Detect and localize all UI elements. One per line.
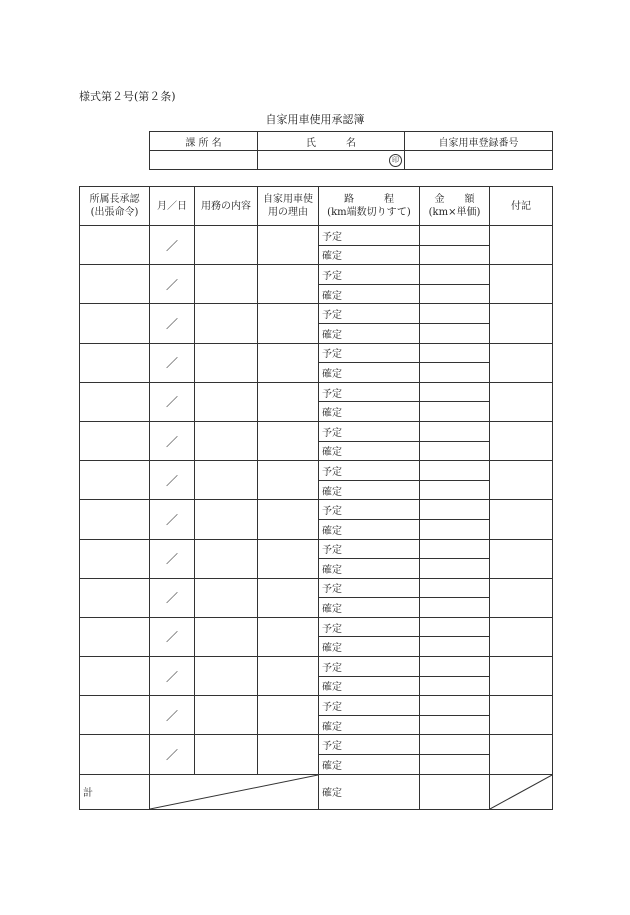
reason-cell[interactable] xyxy=(258,578,319,617)
reason-cell[interactable] xyxy=(258,461,319,500)
date-cell[interactable]: ／ xyxy=(150,696,195,735)
approval-cell[interactable] xyxy=(80,735,150,774)
note-cell[interactable] xyxy=(490,421,553,460)
route-confirm-label: 確定 xyxy=(319,323,420,343)
entry-row-plan xyxy=(80,265,553,285)
entry-row-plan xyxy=(80,578,553,598)
registrant-table xyxy=(149,131,553,170)
approval-cell[interactable] xyxy=(80,343,150,382)
route-plan-label: 予定 xyxy=(319,578,420,598)
approval-cell[interactable] xyxy=(80,226,150,265)
entry-row-plan xyxy=(80,735,553,755)
business-cell[interactable] xyxy=(195,265,258,304)
name-field[interactable] xyxy=(258,151,405,170)
amount-plan-cell[interactable] xyxy=(420,265,490,285)
approval-cell[interactable] xyxy=(80,578,150,617)
amount-plan-cell[interactable] xyxy=(420,304,490,324)
total-note-crossed-cell xyxy=(490,774,553,809)
approval-cell[interactable] xyxy=(80,461,150,500)
approval-cell[interactable] xyxy=(80,617,150,656)
amount-confirm-cell[interactable] xyxy=(420,323,490,343)
reason-cell[interactable] xyxy=(258,657,319,696)
amount-confirm-cell[interactable] xyxy=(420,715,490,735)
date-cell[interactable]: ／ xyxy=(150,500,195,539)
route-confirm-label: 確定 xyxy=(319,715,420,735)
seal-mark: 印 xyxy=(389,154,402,167)
route-plan-label: 予定 xyxy=(319,382,420,402)
document-title: 自家用車使用承認簿 xyxy=(265,113,365,126)
route-confirm-label: 確定 xyxy=(319,755,420,775)
entry-row-plan xyxy=(80,696,553,716)
route-plan-label: 予定 xyxy=(319,304,420,324)
amount-plan-cell[interactable] xyxy=(420,382,490,402)
amount-plan-cell[interactable] xyxy=(420,343,490,363)
note-cell[interactable] xyxy=(490,461,553,500)
note-cell[interactable] xyxy=(490,304,553,343)
total-amount-cell[interactable] xyxy=(420,774,490,809)
note-cell[interactable] xyxy=(490,500,553,539)
approval-cell[interactable] xyxy=(80,265,150,304)
business-cell[interactable] xyxy=(195,343,258,382)
entry-row-plan xyxy=(80,539,553,559)
route-confirm-label: 確定 xyxy=(319,441,420,461)
name-header: 氏 名 xyxy=(258,132,405,151)
reason-cell[interactable] xyxy=(258,226,319,265)
date-cell[interactable]: ／ xyxy=(150,304,195,343)
total-confirm-label: 確定 xyxy=(319,774,420,809)
reason-cell[interactable] xyxy=(258,421,319,460)
registration-number-field[interactable] xyxy=(405,151,553,170)
reason-cell[interactable] xyxy=(258,696,319,735)
route-confirm-label: 確定 xyxy=(319,559,420,579)
route-plan-label: 予定 xyxy=(319,617,420,637)
date-cell[interactable]: ／ xyxy=(150,265,195,304)
registration-number-header: 自家用車登録番号 xyxy=(405,132,553,151)
business-cell[interactable] xyxy=(195,657,258,696)
route-confirm-label: 確定 xyxy=(319,637,420,657)
reason-cell[interactable] xyxy=(258,500,319,539)
reason-cell[interactable] xyxy=(258,539,319,578)
business-cell[interactable] xyxy=(195,226,258,265)
approval-cell[interactable] xyxy=(80,657,150,696)
route-confirm-label: 確定 xyxy=(319,363,420,383)
business-cell[interactable] xyxy=(195,578,258,617)
route-plan-label: 予定 xyxy=(319,696,420,716)
total-row xyxy=(80,774,553,809)
entry-row-plan xyxy=(80,421,553,441)
business-cell[interactable] xyxy=(195,382,258,421)
route-plan-label: 予定 xyxy=(319,735,420,755)
date-cell[interactable]: ／ xyxy=(150,578,195,617)
note-cell[interactable] xyxy=(490,226,553,265)
entry-row-plan xyxy=(80,500,553,520)
business-cell[interactable] xyxy=(195,500,258,539)
route-confirm-label: 確定 xyxy=(319,598,420,618)
note-cell[interactable] xyxy=(490,657,553,696)
business-cell[interactable] xyxy=(195,696,258,735)
approval-cell[interactable] xyxy=(80,500,150,539)
business-cell[interactable] xyxy=(195,304,258,343)
note-cell[interactable] xyxy=(490,617,553,656)
route-plan-label: 予定 xyxy=(319,265,420,285)
route-plan-label: 予定 xyxy=(319,657,420,677)
amount-plan-cell[interactable] xyxy=(420,617,490,637)
amount-confirm-cell[interactable] xyxy=(420,441,490,461)
approval-header: 所属長承認 (出張命令) xyxy=(80,187,150,226)
date-cell[interactable]: ／ xyxy=(150,617,195,656)
amount-plan-cell[interactable] xyxy=(420,226,490,246)
entry-row-plan xyxy=(80,226,553,246)
note-cell[interactable] xyxy=(490,382,553,421)
route-plan-label: 予定 xyxy=(319,461,420,481)
amount-confirm-cell[interactable] xyxy=(420,676,490,696)
department-header: 課 所 名 xyxy=(150,132,258,151)
amount-confirm-cell[interactable] xyxy=(420,519,490,539)
entry-row-plan xyxy=(80,657,553,677)
business-cell[interactable] xyxy=(195,421,258,460)
entry-row-plan xyxy=(80,304,553,324)
note-cell[interactable] xyxy=(490,735,553,774)
amount-confirm-cell[interactable] xyxy=(420,284,490,304)
route-plan-label: 予定 xyxy=(319,421,420,441)
usage-log-table xyxy=(79,186,553,810)
note-cell[interactable] xyxy=(490,265,553,304)
date-cell[interactable]: ／ xyxy=(150,226,195,265)
date-cell[interactable]: ／ xyxy=(150,539,195,578)
amount-confirm-cell[interactable] xyxy=(420,755,490,775)
amount-plan-cell[interactable] xyxy=(420,461,490,481)
business-header: 用務の内容 xyxy=(195,187,258,226)
header-row xyxy=(80,187,553,226)
note-cell[interactable] xyxy=(490,539,553,578)
amount-header: 金 額 (km×単価) xyxy=(420,187,490,226)
route-confirm-label: 確定 xyxy=(319,284,420,304)
route-confirm-label: 確定 xyxy=(319,519,420,539)
department-field[interactable] xyxy=(150,151,258,170)
date-cell[interactable]: ／ xyxy=(150,421,195,460)
reason-cell[interactable] xyxy=(258,735,319,774)
entry-row-plan xyxy=(80,617,553,637)
amount-confirm-cell[interactable] xyxy=(420,402,490,422)
route-confirm-label: 確定 xyxy=(319,676,420,696)
note-cell[interactable] xyxy=(490,696,553,735)
business-cell[interactable] xyxy=(195,617,258,656)
reason-cell[interactable] xyxy=(258,265,319,304)
amount-plan-cell[interactable] xyxy=(420,539,490,559)
note-cell[interactable] xyxy=(490,343,553,382)
amount-confirm-cell[interactable] xyxy=(420,559,490,579)
reason-cell[interactable] xyxy=(258,343,319,382)
reason-header: 自家用車使 用の理由 xyxy=(258,187,319,226)
total-crossed-cell xyxy=(150,774,319,809)
amount-plan-cell[interactable] xyxy=(420,578,490,598)
total-label: 計 xyxy=(80,774,150,809)
approval-cell[interactable] xyxy=(80,539,150,578)
note-cell[interactable] xyxy=(490,578,553,617)
entry-row-plan xyxy=(80,382,553,402)
date-cell[interactable]: ／ xyxy=(150,657,195,696)
reason-cell[interactable] xyxy=(258,382,319,421)
business-cell[interactable] xyxy=(195,735,258,774)
amount-confirm-cell[interactable] xyxy=(420,637,490,657)
amount-confirm-cell[interactable] xyxy=(420,480,490,500)
reason-cell[interactable] xyxy=(258,617,319,656)
route-confirm-label: 確定 xyxy=(319,245,420,265)
approval-cell[interactable] xyxy=(80,382,150,421)
amount-confirm-cell[interactable] xyxy=(420,598,490,618)
amount-plan-cell[interactable] xyxy=(420,657,490,677)
entry-row-plan xyxy=(80,343,553,363)
amount-plan-cell[interactable] xyxy=(420,735,490,755)
date-cell[interactable]: ／ xyxy=(150,382,195,421)
date-cell[interactable]: ／ xyxy=(150,735,195,774)
approval-cell[interactable] xyxy=(80,304,150,343)
date-header: 月／日 xyxy=(150,187,195,226)
route-plan-label: 予定 xyxy=(319,343,420,363)
approval-cell[interactable] xyxy=(80,696,150,735)
reason-cell[interactable] xyxy=(258,304,319,343)
date-cell[interactable]: ／ xyxy=(150,343,195,382)
route-plan-label: 予定 xyxy=(319,226,420,246)
amount-plan-cell[interactable] xyxy=(420,421,490,441)
form-number: 様式第２号(第２条) xyxy=(79,90,176,103)
route-header: 路 程 (km端数切りすて) xyxy=(319,187,420,226)
business-cell[interactable] xyxy=(195,461,258,500)
date-cell[interactable]: ／ xyxy=(150,461,195,500)
approval-cell[interactable] xyxy=(80,421,150,460)
business-cell[interactable] xyxy=(195,539,258,578)
amount-confirm-cell[interactable] xyxy=(420,363,490,383)
route-confirm-label: 確定 xyxy=(319,480,420,500)
route-plan-label: 予定 xyxy=(319,500,420,520)
entry-row-plan xyxy=(80,461,553,481)
amount-plan-cell[interactable] xyxy=(420,696,490,716)
note-header: 付記 xyxy=(490,187,553,226)
amount-plan-cell[interactable] xyxy=(420,500,490,520)
amount-confirm-cell[interactable] xyxy=(420,245,490,265)
route-confirm-label: 確定 xyxy=(319,402,420,422)
route-plan-label: 予定 xyxy=(319,539,420,559)
